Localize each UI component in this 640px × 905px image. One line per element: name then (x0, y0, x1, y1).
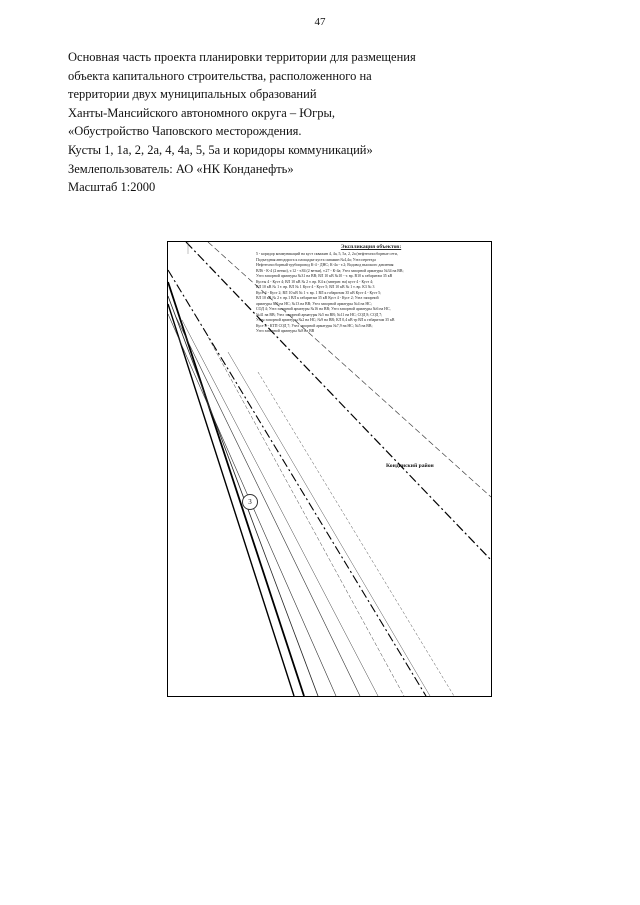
legend-line: СОД 4; Узел запорной арматуры №16 на ВВ; Узел запорной арматуры №6 на НС, (256, 307, 391, 311)
header-line: Ханты-Мансийского автономного округа – Югры, (68, 105, 336, 120)
header-line: «Обустройство Чаповского месторождения. (68, 124, 302, 139)
legend-title: Экспликация объектов: (340, 244, 402, 250)
legend-line: ВЛ 10 кВ № 1 т. вр. ВЛ № 1 Куст 4 - Куст 5; ВЛ 10 кВ № 1 т. вр. К3 № 3 (256, 285, 375, 289)
header-line: Землепользователь: АО «НК Конданефть» (68, 161, 294, 176)
legend-block (256, 244, 486, 335)
legend-line: Куст 4 - Куст 2; ВЛ 10 кВ № 1 т. вр. 1 ВЛ к габаритам 35 кВ Куст 4 - Куст 5; (256, 290, 382, 295)
utility-line (208, 337, 404, 696)
legend-line: №41 на ВВ; Узел запорной арматуры №5 на ВВ; №11 на НС; СОД 8; СОД 7; (256, 312, 383, 317)
header-line: объекта капитального строительства, расположенного на (68, 68, 372, 83)
legend-line: 5 - коридор коммуникаций на куст скважин 4, 4а, 5, 5а, 2, 2а (нефтегазосборные сети, (256, 252, 398, 256)
legend-line: Нефтегазосборный трубопровод К-4 - ДНС; К-4а - т.2; Водовод высокого давления (256, 263, 394, 267)
utility-line (228, 352, 430, 696)
utility-line (176, 317, 360, 696)
legend-line: Куст 4 - КТП СОД 7; Узел запорной арматуры №7,9 на НС; №5 на ВВ; (256, 323, 373, 328)
planning-map (167, 241, 492, 697)
legend-line: Подъездная автодорога к площадке куста скважин №4,4а; Узел переезда (256, 257, 376, 262)
header-line: Основная часть проекта планировки территории для размещения (68, 50, 416, 64)
utility-line (182, 320, 378, 696)
object-marker: 3 (242, 494, 258, 510)
header-line: территории двух муниципальных образований (68, 87, 317, 102)
document-header (68, 48, 488, 197)
legend-line: Узлы запорной арматуры №2 на НС; №9 на ВВ; КЛ 0,4 кВ тр ВЛ к габаритам 35 кВ (256, 318, 395, 322)
legend-line: ВЛ6 - К-4 (2 ветки), т.12 - т.84 (2 ветки), т.27 - К-4а; Узел запорной арматуры №34 на ВВ; (256, 268, 404, 273)
legend-line: арматуры №5 на НС; №13 на ВВ; Узел запорной арматуры №4 на НС; (256, 301, 372, 306)
district-label: Кондинский район (386, 463, 434, 469)
header-line: Кусты 1, 1а, 2, 2а, 4, 4а, 5, 5а и коридоры коммуникаций» (68, 142, 373, 157)
header-line: Масштаб 1:2000 (68, 180, 156, 195)
legend-line: Кусты 4 - Куст 4; ВЛ 10 кВ № 2 т. вр. К4 к (заверит. на) куст 4 - Куст 4; (256, 279, 374, 284)
page-number: 47 (314, 16, 326, 28)
legend-line: Узел запорной арматуры №8 на ВВ (256, 329, 315, 333)
legend-line: Узел запорной арматуры №31 на ВВ; ВЛ 10 кВ №10 - т. вр. В10 к габаритам 35 кВ (256, 274, 393, 278)
corridor-edge-right (168, 304, 294, 696)
legend-line: ВЛ 10 кВ № 2 т. вр.1 ВЛ к габаритам 35 кВ Куст 4 - Куст 2; Узел запорной (256, 296, 379, 300)
